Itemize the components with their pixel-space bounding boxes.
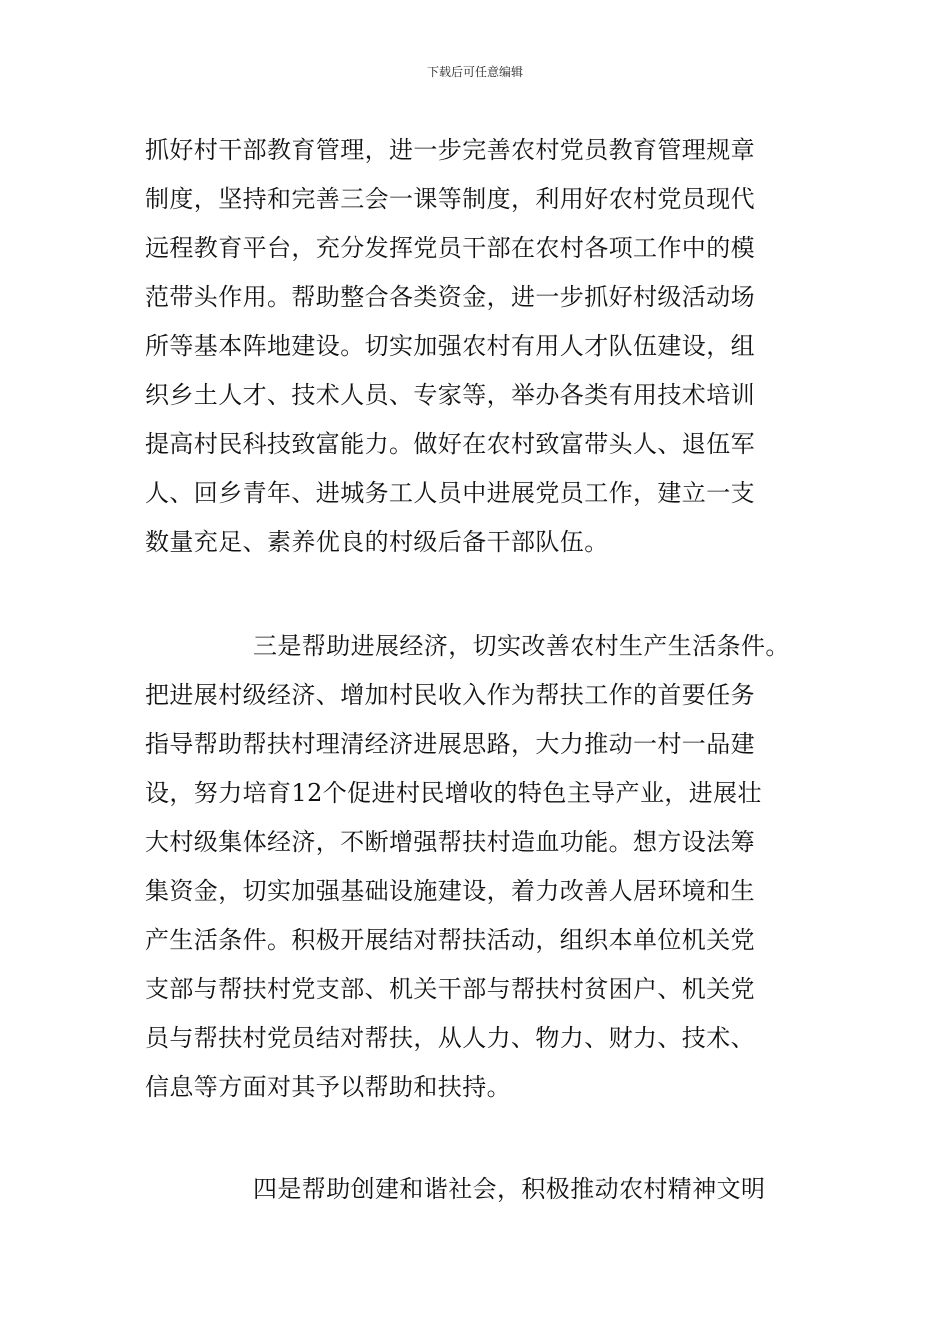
- section-heading-line: 三是帮助进展经济，切实改善农村生产生活条件。: [253, 632, 790, 660]
- text-line: 指导帮助帮扶村理清经济进展思路，大力推动一村一品建: [145, 730, 755, 758]
- text-line: 产生活条件。积极开展结对帮扶活动，组织本单位机关党: [145, 926, 755, 954]
- text-line: 支部与帮扶村党支部、机关干部与帮扶村贫困户、机关党: [145, 975, 755, 1003]
- text-line: 所等基本阵地建设。切实加强农村有用人才队伍建设，组: [145, 332, 755, 360]
- text-line: 抓好村干部教育管理，进一步完善农村党员教育管理规章: [145, 136, 755, 164]
- text-line: 设，努力培育12个促进村民增收的特色主导产业，进展壮: [145, 779, 762, 807]
- text-line: 人、回乡青年、进城务工人员中进展党员工作，建立一支: [145, 479, 755, 507]
- section-heading-line: 四是帮助创建和谐社会，积极推动农村精神文明: [253, 1175, 766, 1203]
- text-line: 提高村民科技致富能力。做好在农村致富带头人、退伍军: [145, 430, 755, 458]
- text-line: 织乡土人才、技术人员、专家等，举办各类有用技术培训: [145, 381, 755, 409]
- paragraph-3: [145, 1165, 765, 1214]
- paragraph-2: [145, 622, 790, 1112]
- text-line: 制度，坚持和完善三会一课等制度，利用好农村党员现代: [145, 185, 755, 213]
- text-line: 集资金，切实加强基础设施建设，着力改善人居环境和生: [145, 877, 755, 905]
- text-line: 信息等方面对其予以帮助和扶持。: [145, 1073, 511, 1101]
- page-header: 下载后可任意编辑: [426, 65, 523, 79]
- paragraph-1: [145, 126, 755, 567]
- text-line: 大村级集体经济，不断增强帮扶村造血功能。想方设法筹: [145, 828, 755, 856]
- text-line: 远程教育平台，充分发挥党员干部在农村各项工作中的模: [145, 234, 755, 262]
- text-line: 范带头作用。帮助整合各类资金，进一步抓好村级活动场: [145, 283, 755, 311]
- text-line: 把进展村级经济、增加村民收入作为帮扶工作的首要任务: [145, 681, 755, 709]
- text-line: 员与帮扶村党员结对帮扶，从人力、物力、财力、技术、: [145, 1024, 755, 1052]
- text-line: 数量充足、素养优良的村级后备干部队伍。: [145, 528, 609, 556]
